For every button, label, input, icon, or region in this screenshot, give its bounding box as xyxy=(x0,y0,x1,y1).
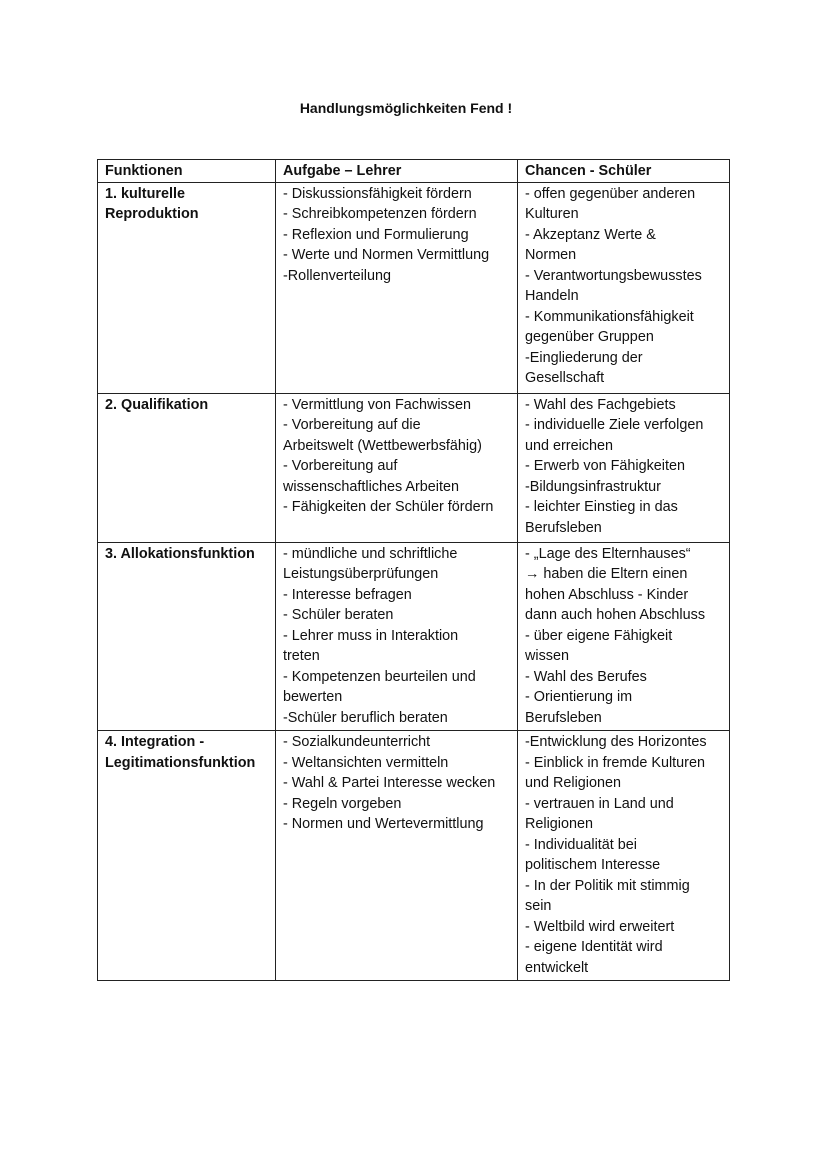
list-item: - Schreibkompetenzen fördern xyxy=(283,206,477,222)
list-item: - mündliche und schriftliche xyxy=(283,545,458,562)
header-funktionen: Funktionen xyxy=(98,160,276,183)
list-item: - Regeln vorgeben xyxy=(283,795,402,812)
list-item: wissen xyxy=(525,648,569,664)
function-label: Legitimationsfunktion xyxy=(105,754,256,771)
list-item: -Entwicklung des Horizontes xyxy=(525,734,707,750)
function-cell xyxy=(98,393,276,542)
list-item-text: haben die Eltern einen xyxy=(539,566,688,582)
list-item: - individuelle Ziele verfolgen xyxy=(525,417,704,433)
list-item: - Fähigkeiten der Schüler fördern xyxy=(283,499,494,515)
table-row-allokationsfunktion xyxy=(98,542,730,731)
list-item: Religionen xyxy=(525,816,594,832)
lehrer-cell xyxy=(276,393,518,542)
list-item: - Individualität bei xyxy=(525,836,637,853)
list-item: - In der Politik mit stimmig xyxy=(525,877,690,894)
list-item: -Eingliederung der xyxy=(525,349,643,366)
list-item: - Kompetenzen beurteilen und xyxy=(283,668,476,685)
list-item: - Sozialkundeunterricht xyxy=(283,734,431,750)
table-header-row xyxy=(98,160,730,183)
list-item: - Diskussionsfähigkeit fördern xyxy=(283,185,472,202)
lehrer-cell xyxy=(276,731,518,981)
list-item: - vertrauen in Land und xyxy=(525,795,674,812)
list-item: - Interesse befragen xyxy=(283,586,412,603)
list-item: - Kommunikationsfähigkeit xyxy=(525,308,694,325)
list-item: - „Lage des Elternhauses“ xyxy=(525,545,691,562)
list-item: - Normen und Wertevermittlung xyxy=(283,816,484,832)
list-item: -Schüler beruflich beraten xyxy=(283,709,448,726)
header-chancen-schueler: Chancen - Schüler xyxy=(518,160,730,183)
schueler-cell xyxy=(518,542,730,731)
schueler-cell xyxy=(518,393,730,542)
function-cell xyxy=(98,542,276,731)
list-item: treten xyxy=(283,648,320,664)
list-item: Berufsleben xyxy=(525,519,602,536)
list-item: - Erwerb von Fähigkeiten xyxy=(525,458,685,474)
header-aufgabe-lehrer: Aufgabe – Lehrer xyxy=(276,160,518,183)
schueler-cell xyxy=(518,731,730,981)
list-item: politischem Interesse xyxy=(525,857,661,873)
list-item: - Wahl des Berufes xyxy=(525,668,647,685)
function-cell xyxy=(98,182,276,393)
list-item: - Akzeptanz Werte & xyxy=(525,226,656,243)
list-item: -Bildungsinfrastruktur xyxy=(525,478,661,495)
functions-table xyxy=(97,159,730,981)
table-row-kulturelle-reproduktion xyxy=(98,182,730,393)
list-item: - Reflexion und Formulierung xyxy=(283,226,469,243)
function-label: 4. Integration - xyxy=(105,734,205,750)
list-item: - Orientierung im xyxy=(525,689,633,705)
list-item: - Einblick in fremde Kulturen xyxy=(525,754,705,771)
list-item: sein xyxy=(525,898,552,914)
list-item: - eigene Identität wird xyxy=(525,939,663,955)
list-item: gegenüber Gruppen xyxy=(525,329,654,345)
list-item: - Verantwortungsbewusstes xyxy=(525,267,702,284)
list-item: Kulturen xyxy=(525,206,579,222)
list-item: entwickelt xyxy=(525,959,589,976)
function-cell xyxy=(98,731,276,981)
function-label: 3. Allokationsfunktion xyxy=(105,545,255,562)
list-item: dann auch hohen Abschluss xyxy=(525,607,706,623)
function-label: Reproduktion xyxy=(105,206,199,222)
list-item: - Vorbereitung auf xyxy=(283,458,398,474)
table-row-integration-legitimation xyxy=(98,731,730,981)
lehrer-cell xyxy=(276,182,518,393)
list-item: - Lehrer muss in Interaktion xyxy=(283,627,459,644)
list-item: hohen Abschluss - Kinder xyxy=(525,586,689,603)
list-item: Leistungsüberprüfungen xyxy=(283,566,439,582)
list-item: - Vorbereitung auf die xyxy=(283,417,421,433)
function-label: 1. kulturelle xyxy=(105,185,185,202)
list-item: - offen gegenüber anderen xyxy=(525,185,696,202)
list-item: - Werte und Normen Vermittlung xyxy=(283,247,490,263)
table-row-qualifikation xyxy=(98,393,730,542)
list-item: - Weltansichten vermitteln xyxy=(283,754,449,771)
list-item: - leichter Einstieg in das xyxy=(525,499,678,515)
document-title: Handlungsmöglichkeiten Fend ! xyxy=(299,100,513,116)
list-item: und Religionen xyxy=(525,775,622,791)
list-item: - Wahl & Partei Interesse wecken xyxy=(283,775,496,791)
list-item: Handeln xyxy=(525,288,579,304)
list-item: - Weltbild wird erweitert xyxy=(525,918,675,935)
list-item: - Vermittlung von Fachwissen xyxy=(283,396,471,413)
list-item: Normen xyxy=(525,247,577,263)
list-item: Arbeitswelt (Wettbewerbsfähig) xyxy=(283,437,482,454)
arrow-right-icon: → xyxy=(525,566,540,582)
list-item: - Schüler beraten xyxy=(283,607,394,623)
list-item: wissenschaftliches Arbeiten xyxy=(283,478,459,495)
list-item: -Rollenverteilung xyxy=(283,267,391,284)
list-item: - Wahl des Fachgebiets xyxy=(525,396,676,413)
list-item: Gesellschaft xyxy=(525,370,605,386)
list-item: - über eigene Fähigkeit xyxy=(525,627,673,644)
list-item: bewerten xyxy=(283,689,343,705)
lehrer-cell xyxy=(276,542,518,731)
function-label: 2. Qualifikation xyxy=(105,396,209,413)
schueler-cell xyxy=(518,182,730,393)
list-item: Berufsleben xyxy=(525,709,602,726)
list-item xyxy=(525,564,723,585)
list-item: und erreichen xyxy=(525,437,614,454)
